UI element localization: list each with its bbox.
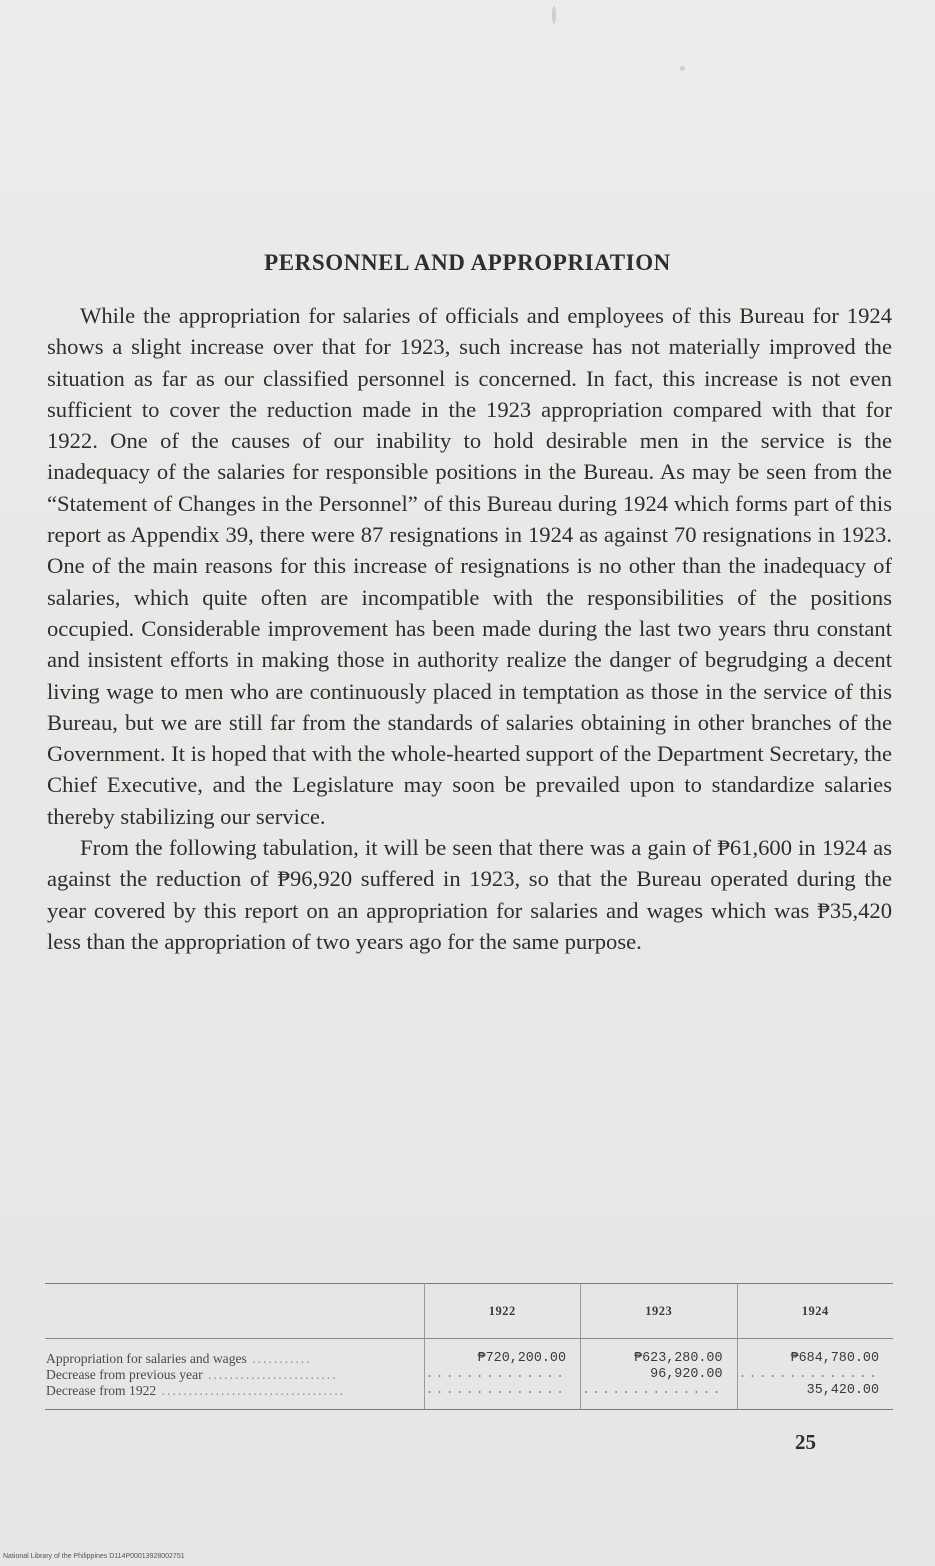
table-cell-empty: .............. xyxy=(582,1383,723,1398)
table-header-row xyxy=(45,1284,893,1339)
row-labels-cell xyxy=(45,1339,424,1410)
values-1924-cell xyxy=(737,1339,893,1410)
table-cell: 35,420.00 xyxy=(806,1383,879,1398)
footer-text: National Library of the Philippines D114P00013928002751 xyxy=(3,1553,185,1560)
scan-mark xyxy=(680,66,685,71)
appropriation-table xyxy=(45,1283,893,1410)
table-cell-empty: .............. xyxy=(425,1367,566,1382)
page-title: PERSONNEL AND APPROPRIATION xyxy=(264,250,671,275)
paragraph: From the following tabulation, it will be seen that there was a gain of ₱61,600 in 1924 as against the reduction of ₱96,920 suffered in 1923, so that the Bureau operated during the year covered by this report on an appropriation for salaries and wages which was ₱35,420 less than the appropriation of two years ago for the same purpose. xyxy=(47,835,892,954)
values-1923-cell xyxy=(581,1339,738,1410)
table-header-year: 1924 xyxy=(737,1284,893,1339)
row-label: Decrease from 1922 .................................. xyxy=(46,1383,346,1398)
table-row xyxy=(45,1339,893,1410)
table-cell-empty: .............. xyxy=(425,1383,566,1398)
table-cell: 96,920.00 xyxy=(650,1367,723,1382)
table-header-label xyxy=(45,1284,424,1339)
table-cell: ₱623,280.00 xyxy=(634,1351,723,1366)
table-header-year: 1923 xyxy=(581,1284,738,1339)
table-cell: ₱720,200.00 xyxy=(477,1351,566,1366)
table-cell: ₱684,780.00 xyxy=(790,1351,879,1366)
table-cell-empty: .............. xyxy=(738,1367,879,1382)
body-text xyxy=(47,300,892,957)
paragraph: While the appropriation for salaries of officials and employees of this Bureau for 1924 shows a slight increase over that for 1923, such increase has not materially improved the situation as far as our classified personnel is concerned. In fact, this increase is not even sufficient to cover the reduction made in the 1923 appropriation compared with that for 1922. One of the causes of our inability to hold desirable men in the service is the inadequacy of the salaries for responsible positions in the Bureau. As may be seen from the “Statement of Changes in the Personnel” of this Bureau during 1924 which forms part of this report as Appendix 39, there were 87 resignations in 1924 as against 70 resignations in 1923. One of the main reasons for this increase of resignations is no other than the inadequacy of salaries, which quite often are incompatible with the responsibilities of the positions occupied. Considerable improvement has been made during the last two years thru constant and insistent efforts in making those in authority realize the danger of begrudging a decent living wage to men who are continuously placed in temptation as those in the service of this Bureau, but we are still far from the standards of salaries obtaining in other branches of the Government. It is hoped that with the whole-hearted support of the Department Secretary, the Chief Executive, and the Legislature may soon be prevailed upon to standardize salaries thereby stabilizing our service. xyxy=(47,303,892,829)
row-label: Appropriation for salaries and wages ........... xyxy=(46,1351,312,1366)
scan-mark xyxy=(552,6,556,24)
table-header-year: 1922 xyxy=(424,1284,581,1339)
page-number: 25 xyxy=(795,1430,816,1454)
row-label: Decrease from previous year ........................ xyxy=(46,1367,338,1382)
values-1922-cell xyxy=(424,1339,581,1410)
